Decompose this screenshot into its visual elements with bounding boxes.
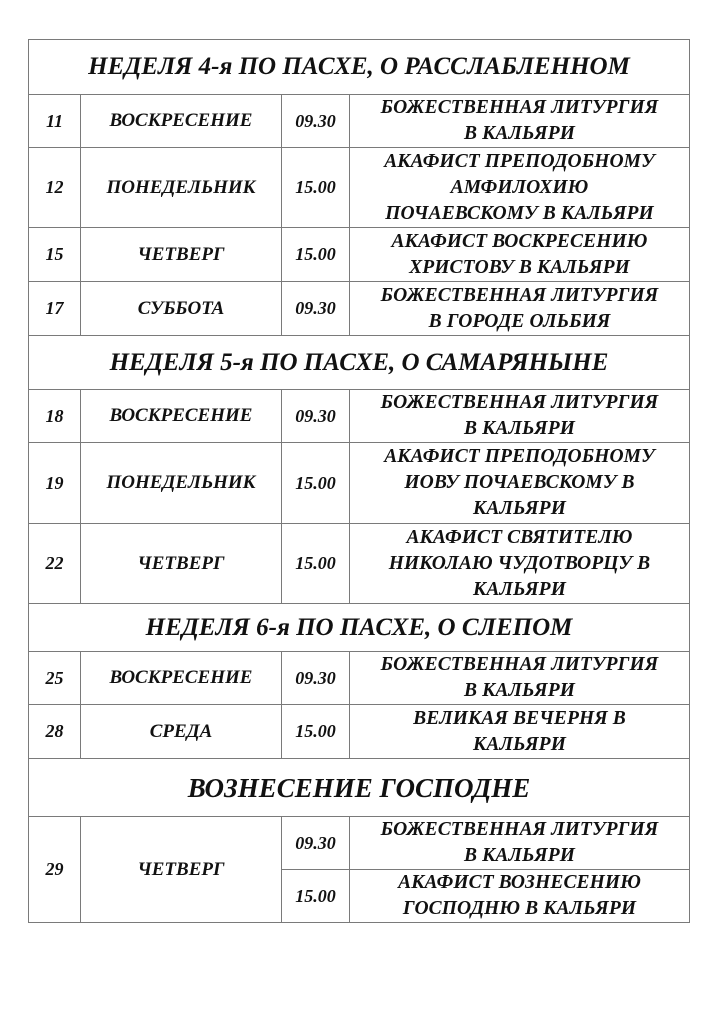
- week-header-row: [29, 604, 690, 652]
- table-row: [29, 817, 690, 870]
- week-title: НЕДЕЛЯ 6-я ПО ПАСХЕ, О СЛЕПОМ: [29, 604, 690, 652]
- week-title: НЕДЕЛЯ 5-я ПО ПАСХЕ, О САМАРЯНЫНЕ: [29, 336, 690, 390]
- event-line: ПОЧАЕВСКОМУ В КАЛЬЯРИ: [385, 202, 654, 224]
- time-cell: 15.00: [282, 443, 350, 524]
- time-cell: 09.30: [282, 282, 350, 336]
- time-cell: 09.30: [282, 652, 350, 705]
- feast-title: ВОЗНЕСЕНИЕ ГОСПОДНЕ: [29, 759, 690, 817]
- event-line: В КАЛЬЯРИ: [463, 418, 575, 439]
- weekday-cell: ЧЕТВЕРГ: [81, 817, 282, 923]
- event-line: АКАФИСТ ВОЗНЕСЕНИЮ: [398, 872, 641, 893]
- table-row: [29, 443, 690, 524]
- time-cell: 09.30: [282, 390, 350, 443]
- event-line: АКАФИСТ ПРЕПОДОБНОМУ: [384, 446, 655, 467]
- day-cell: 29: [29, 817, 81, 923]
- day-cell: 17: [29, 282, 81, 336]
- event-cell: [350, 282, 690, 336]
- weekday-cell: ПОНЕДЕЛЬНИК: [81, 148, 282, 228]
- weekday-cell: ВОСКРЕСЕНИЕ: [81, 390, 282, 443]
- weekday-cell: СРЕДА: [81, 705, 282, 759]
- event-cell: [350, 390, 690, 443]
- event-line: БОЖЕСТВЕННАЯ ЛИТУРГИЯ: [380, 819, 659, 840]
- event-line: В КАЛЬЯРИ: [463, 845, 575, 866]
- day-cell: 15: [29, 228, 81, 282]
- table-row: [29, 652, 690, 705]
- feast-header-row: [29, 759, 690, 817]
- table-row: [29, 228, 690, 282]
- event-line: КАЛЬЯРИ: [473, 578, 566, 600]
- event-line: ВЕЛИКАЯ ВЕЧЕРНЯ В: [413, 707, 626, 729]
- week-header-row: [29, 336, 690, 390]
- day-cell: 12: [29, 148, 81, 228]
- table-row: [29, 282, 690, 336]
- event-cell: [350, 652, 690, 705]
- event-line: В КАЛЬЯРИ: [463, 123, 575, 144]
- table-row: [29, 390, 690, 443]
- day-cell: 28: [29, 705, 81, 759]
- event-cell: [350, 870, 690, 923]
- event-cell: [350, 148, 690, 228]
- event-line: КАЛЬЯРИ: [473, 498, 566, 519]
- time-cell: 15.00: [282, 705, 350, 759]
- event-line: АМФИЛОХИЮ: [450, 176, 589, 198]
- day-cell: 25: [29, 652, 81, 705]
- weekday-cell: ЧЕТВЕРГ: [81, 228, 282, 282]
- event-line: БОЖЕСТВЕННАЯ ЛИТУРГИЯ: [380, 392, 659, 413]
- day-cell: 18: [29, 390, 81, 443]
- event-line: ИОВУ ПОЧАЕВСКОМУ В: [404, 472, 635, 493]
- time-cell: 15.00: [282, 228, 350, 282]
- time-cell: 09.30: [282, 95, 350, 148]
- event-line: АКАФИСТ СВЯТИТЕЛЮ: [406, 526, 633, 548]
- table-row: [29, 524, 690, 604]
- weekday-cell: СУББОТА: [81, 282, 282, 336]
- weekday-cell: ВОСКРЕСЕНИЕ: [81, 95, 282, 148]
- event-line: АКАФИСТ ВОСКРЕСЕНИЮ: [391, 230, 648, 252]
- event-cell: [350, 817, 690, 870]
- event-line: ГОСПОДНЮ В КАЛЬЯРИ: [402, 898, 637, 919]
- week-header-row: [29, 40, 690, 95]
- time-cell: 15.00: [282, 148, 350, 228]
- event-line: КАЛЬЯРИ: [473, 733, 566, 755]
- weekday-cell: ВОСКРЕСЕНИЕ: [81, 652, 282, 705]
- day-cell: 19: [29, 443, 81, 524]
- event-line: АКАФИСТ ПРЕПОДОБНОМУ: [384, 150, 655, 172]
- event-line: НИКОЛАЮ ЧУДОТВОРЦУ В: [388, 552, 651, 574]
- event-cell: [350, 228, 690, 282]
- weekday-cell: ЧЕТВЕРГ: [81, 524, 282, 604]
- event-line: ХРИСТОВУ В КАЛЬЯРИ: [409, 256, 630, 278]
- time-cell: 15.00: [282, 524, 350, 604]
- event-cell: [350, 443, 690, 524]
- schedule-table: [28, 39, 690, 923]
- week-title: НЕДЕЛЯ 4-я ПО ПАСХЕ, О РАССЛАБЛЕННОМ: [29, 40, 690, 95]
- table-row: [29, 705, 690, 759]
- event-cell: [350, 95, 690, 148]
- event-line: В ГОРОДЕ ОЛЬБИЯ: [428, 310, 611, 332]
- event-cell: [350, 524, 690, 604]
- event-line: В КАЛЬЯРИ: [463, 680, 575, 701]
- table-row: [29, 95, 690, 148]
- time-cell: 09.30: [282, 817, 350, 870]
- event-line: БОЖЕСТВЕННАЯ ЛИТУРГИЯ: [380, 97, 659, 118]
- weekday-cell: ПОНЕДЕЛЬНИК: [81, 443, 282, 524]
- event-line: БОЖЕСТВЕННАЯ ЛИТУРГИЯ: [380, 284, 659, 306]
- table-row: [29, 148, 690, 228]
- day-cell: 11: [29, 95, 81, 148]
- time-cell: 15.00: [282, 870, 350, 923]
- event-line: БОЖЕСТВЕННАЯ ЛИТУРГИЯ: [380, 654, 659, 675]
- day-cell: 22: [29, 524, 81, 604]
- event-cell: [350, 705, 690, 759]
